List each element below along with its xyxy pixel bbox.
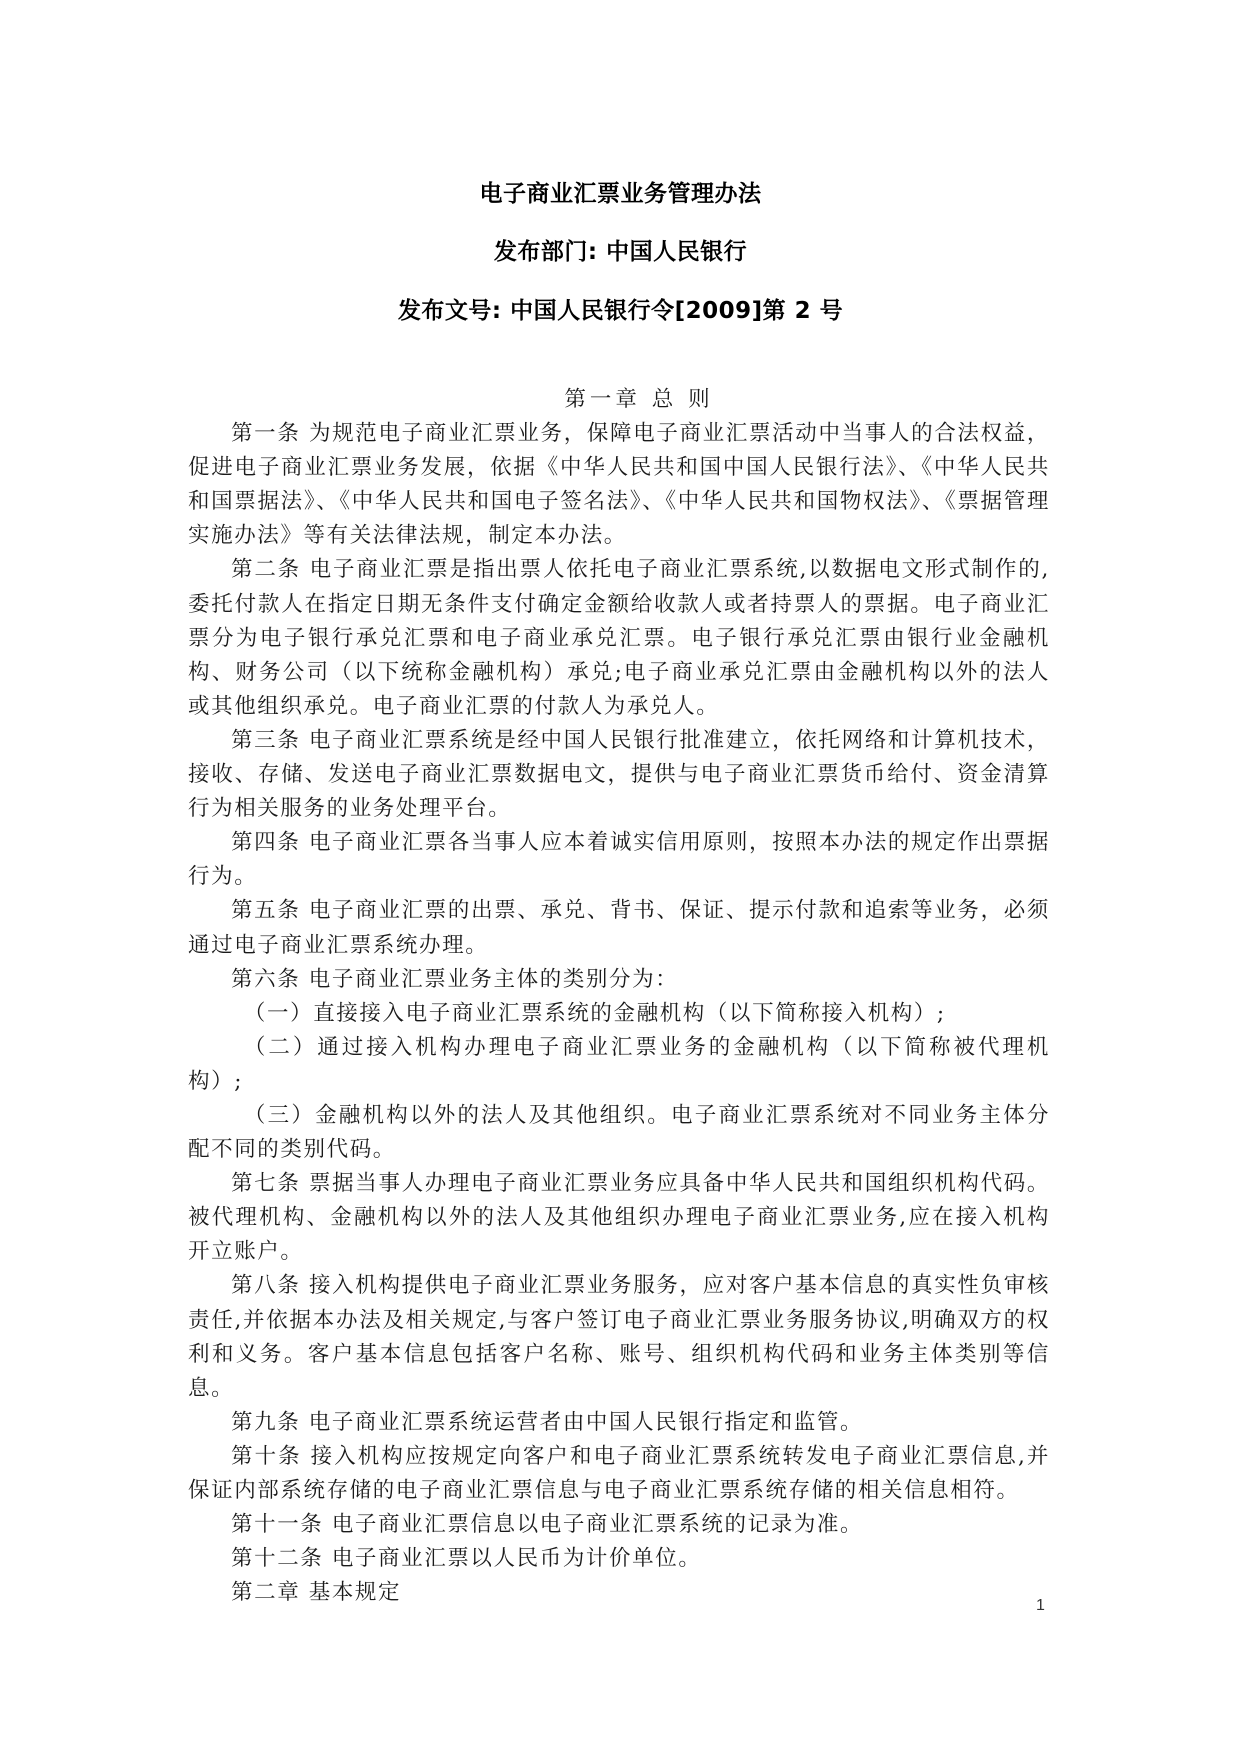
article-paragraph: 第四条 电子商业汇票各当事人应本着诚实信用原则，按照本办法的规定作出票据行为。 bbox=[188, 830, 1050, 890]
article-paragraph: 第三条 电子商业汇票系统是经中国人民银行批准建立，依托网络和计算机技术，接收、存储、发送电子商业汇票数据电文，提供与电子商业汇票货币给付、资金清算行为相关服务的业务处理平台。 bbox=[188, 727, 1050, 822]
chapter-heading: 第二章 基本规定 bbox=[231, 1580, 402, 1606]
article-paragraph: 第十一条 电子商业汇票信息以电子商业汇票系统的记录为准。 bbox=[231, 1512, 864, 1538]
article-paragraph: 第一条 为规范电子商业汇票业务，保障电子商业汇票活动中当事人的合法权益，促进电子商业汇票业务发展，依据《中华人民共和国中国人民银行法》、《中华人民共和国票据法》、《中华人民共和国电子签名法》、《中华人民共和国物权法》、《票据管理实施办法》等有关法律法规，制定本办法。 bbox=[188, 421, 1050, 549]
article-paragraph: 第十二条 电子商业汇票以人民币为计价单位。 bbox=[231, 1546, 702, 1572]
issuing-department: 发布部门: 中国人民银行 bbox=[493, 239, 748, 265]
article-paragraph: 第六条 电子商业汇票业务主体的类别分为： bbox=[231, 966, 679, 992]
article-paragraph: 第七条 票据当事人办理电子商业汇票业务应具备中华人民共和国组织机构代码。被代理机构、金融机构以外的法人及其他组织办理电子商业汇票业务,应在接入机构开立账户。 bbox=[188, 1171, 1050, 1265]
article-paragraph: 第八条 接入机构提供电子商业汇票业务服务，应对客户基本信息的真实性负审核责任,并依据本办法及相关规定,与客户签订电子商业汇票业务服务协议,明确双方的权利和义务。客户基本信息包括客户名称、账号、组织机构代码和业务主体类别等信息。 bbox=[188, 1273, 1050, 1401]
list-item: （二）通过接入机构办理电子商业汇票业务的金融机构（以下简称被代理机构）; bbox=[188, 1034, 1050, 1094]
list-item: （一）直接接入电子商业汇票系统的金融机构（以下简称接入机构）; bbox=[243, 1000, 946, 1026]
document-title: 电子商业汇票业务管理办法 bbox=[479, 181, 762, 207]
page-number: 1 bbox=[1036, 1597, 1045, 1614]
article-paragraph: 第二条 电子商业汇票是指出票人依托电子商业汇票系统,以数据电文形式制作的,委托付款人在指定日期无条件支付确定金额给收款人或者持票人的票据。电子商业汇票分为电子银行承兑汇票和电子商业承兑汇票。电子银行承兑汇票由银行业金融机构、财务公司（以下统称金融机构）承兑;电子商业承兑汇票由金融机构以外的法人或其他组织承兑。电子商业汇票的付款人为承兑人。 bbox=[188, 557, 1050, 719]
document-number: 发布文号: 中国人民银行令[2009]第 2 号 bbox=[397, 298, 844, 324]
document-body bbox=[188, 383, 1050, 1610]
list-item: （三）金融机构以外的法人及其他组织。电子商业汇票系统对不同业务主体分配不同的类别代码。 bbox=[188, 1102, 1050, 1163]
chapter-heading: 第一章 总 则 bbox=[564, 387, 714, 412]
article-paragraph: 第十条 接入机构应按规定向客户和电子商业汇票系统转发电子商业汇票信息,并保证内部系统存储的电子商业汇票信息与电子商业汇票系统存储的相关信息相符。 bbox=[188, 1443, 1050, 1503]
article-paragraph: 第九条 电子商业汇票系统运营者由中国人民银行指定和监管。 bbox=[231, 1409, 864, 1435]
article-paragraph: 第五条 电子商业汇票的出票、承兑、背书、保证、提示付款和追索等业务，必须通过电子商业汇票系统办理。 bbox=[188, 898, 1050, 958]
